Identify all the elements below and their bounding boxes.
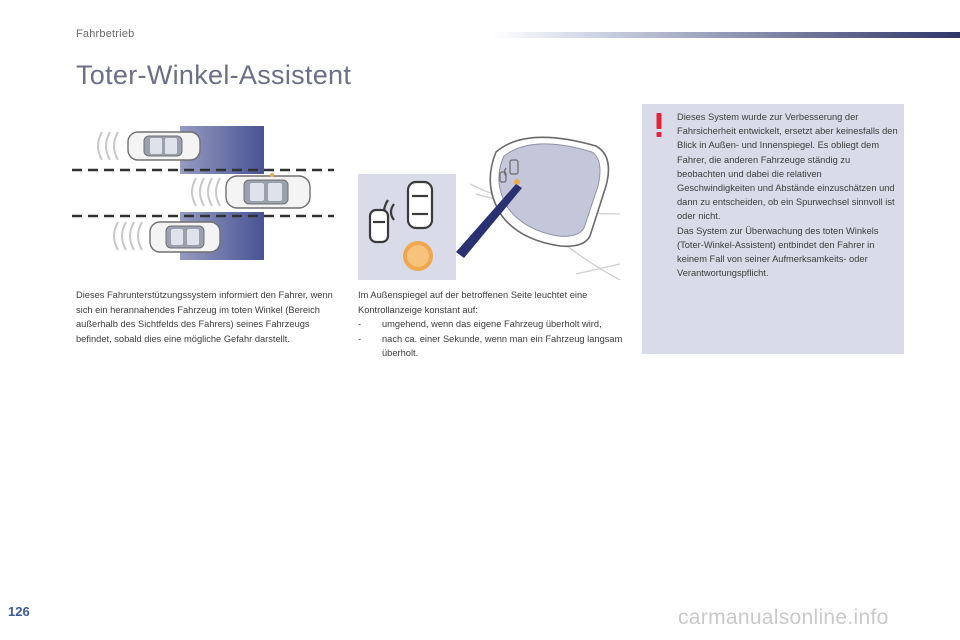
list-dash: -	[358, 319, 362, 330]
mirror-indicator-light	[514, 179, 520, 185]
car-top	[128, 132, 200, 160]
car-bottom	[150, 222, 220, 252]
list-item-text: umgehend, wenn das eigene Fahrzeug überholt wird,	[382, 319, 602, 330]
motion-arcs-bottom	[114, 222, 142, 250]
motion-arcs-top	[98, 132, 118, 160]
page-number: 126	[8, 604, 30, 619]
side-mirror-illustration	[456, 124, 622, 280]
header-bar	[492, 32, 960, 38]
intro-paragraph: Dieses Fahrunterstützungssystem informiert den Fahrer, wenn sich ein herannahendes Fahrzeug im toten Winkel (Bereich außerhalb des Sichtfelds des Fahrers) seines Fahrzeugs befindet, sobald dies eine mögliche Gefahr darstellt.	[76, 290, 333, 344]
motion-arcs-middle	[192, 178, 220, 206]
warning-box	[642, 104, 904, 354]
warning-paragraph-1: Dieses System wurde zur Verbesserung der Fahrsicherheit entwickelt, ersetzt aber keinesfalls den Blick in Außen- und Innenspiegel. Es obliegt dem Fahrer, die anderen Fahrzeuge ständig zu beobachten und dabei die relativen Geschwindigkeiten und Abstände einzuschätzen und dann zu entscheiden, ob ein Spurwechsel sinnvoll ist oder nicht.	[677, 112, 898, 222]
list-item-text: nach ca. einer Sekunde, wenn man ein Fahrzeug langsam überholt.	[382, 333, 623, 359]
list-item	[358, 317, 624, 332]
list-item	[358, 332, 624, 361]
exclamation-icon	[654, 112, 664, 138]
page-title: Toter-Winkel-Assistent	[76, 60, 352, 90]
condition-list	[358, 317, 624, 361]
car-own	[226, 173, 310, 208]
mirror-description	[358, 288, 624, 361]
list-dash: -	[358, 333, 362, 344]
mirror-intro-text: Im Außenspiegel auf der betroffenen Seite leuchtet eine Kontrollanzeige konstant auf:	[358, 290, 588, 315]
section-label: Fahrbetrieb	[76, 28, 135, 40]
blind-spot-traffic-illustration	[72, 122, 342, 262]
watermark: carmanualsonline.info	[678, 606, 889, 629]
warning-paragraph-2: Das System zur Überwachung des toten Winkels (Toter-Winkel-Assistent) entbindet den Fahrer in keinem Fall von seiner Aufmerksamkeits- oder Verantwortungspflicht.	[677, 225, 879, 279]
indicator-closeup-illustration	[358, 174, 456, 280]
warning-text	[677, 110, 899, 280]
